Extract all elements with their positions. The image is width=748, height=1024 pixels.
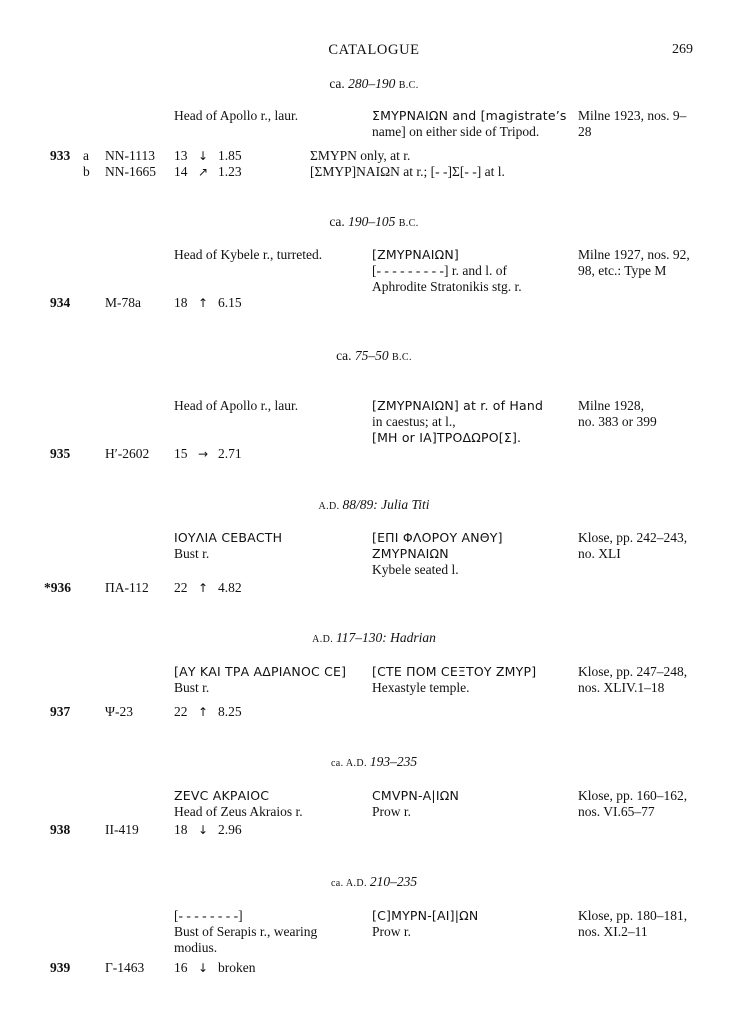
reverse-legend: [ΜΗ or ΙΑ]ΤΡΟΔΩΡΟ[Σ]. <box>372 430 522 445</box>
coin-sub-letter: b <box>83 164 90 179</box>
obverse-description: Bust r. <box>174 546 210 561</box>
reference: Milne 1927, nos. 92, <box>578 247 690 262</box>
inventory-number: Ψ-23 <box>105 704 133 719</box>
coin-number: 934 <box>50 295 71 310</box>
reverse-legend: [ΖΜΥΡΝΑΙΩΝ] <box>372 247 459 262</box>
reverse-legend: CΜVΡΝ-Α|ΙΩΝ <box>372 788 460 803</box>
period-heading: ca. A.D. 210–235 <box>330 874 418 889</box>
coin-number: 933 <box>50 148 71 163</box>
reference: Milne 1923, nos. 9– <box>578 108 687 123</box>
page-title: CATALOGUE <box>328 42 420 58</box>
coin-size: 18 <box>174 822 188 837</box>
reference: no. XLI <box>578 546 621 561</box>
obverse-legend: [- - - - - - - -] <box>174 908 243 923</box>
reverse-legend: [C]ΜΥΡΝ-[ΑΙ]|ΩΝ <box>372 908 479 923</box>
reverse-description: Prow r. <box>372 924 412 939</box>
coin-size: 16 <box>174 960 188 975</box>
reverse-description: name] on either side of Tripod. <box>372 124 540 139</box>
reference: nos. XI.2–11 <box>578 924 648 939</box>
reverse-description: Kybele seated l. <box>372 562 459 577</box>
inventory-number: NN-1665 <box>105 164 156 179</box>
coin-size: 14 <box>174 164 188 179</box>
coin-size: 18 <box>174 295 188 310</box>
page-number: 269 <box>672 42 693 57</box>
coin-weight: 2.96 <box>218 822 242 837</box>
coin-number: 939 <box>50 960 71 975</box>
die-axis-arrow-icon: ↓ <box>197 961 209 975</box>
reference: Klose, pp. 247–248, <box>578 664 688 679</box>
coin-number: 938 <box>50 822 71 837</box>
coin-weight: 8.25 <box>218 704 242 719</box>
coin-note: ΣΜΥΡΝ only, at r. <box>310 148 411 163</box>
reverse-legend: ΖΜΥΡΝΑΙΩΝ <box>372 546 449 561</box>
reference: no. 383 or 399 <box>578 414 657 429</box>
coin-number: 935 <box>50 446 71 461</box>
die-axis-arrow-icon: ↑ <box>197 581 209 595</box>
inventory-number: Η′-2602 <box>105 446 150 461</box>
obverse-description: modius. <box>174 940 218 955</box>
period-heading: A.D. 117–130: Hadrian <box>312 630 436 645</box>
reference: Klose, pp. 242–243, <box>578 530 688 545</box>
coin-weight: 6.15 <box>218 295 242 310</box>
period-heading: ca. A.D. 193–235 <box>330 754 418 769</box>
reverse-legend: ΣΜΥΡΝΑΙΩΝ and [magistrate’s <box>372 108 567 123</box>
die-axis-arrow-icon: ↓ <box>197 823 209 837</box>
obverse-description: Head of Apollo r., laur. <box>174 398 299 413</box>
coin-weight: broken <box>218 960 256 975</box>
die-axis-arrow-icon: ↓ <box>197 149 209 163</box>
coin-sub-letter: a <box>83 148 89 163</box>
reference: nos. XLIV.1–18 <box>578 680 665 695</box>
coin-number: 937 <box>50 704 71 719</box>
period-heading: A.D. 88/89: Julia Titi <box>318 497 430 512</box>
coin-weight: 1.23 <box>218 164 242 179</box>
inventory-number: Γ-1463 <box>105 960 145 975</box>
reference: 28 <box>578 124 592 139</box>
coin-size: 22 <box>174 704 188 719</box>
die-axis-arrow-icon: ↑ <box>197 705 209 719</box>
die-axis-arrow-icon: → <box>197 447 209 461</box>
inventory-number: NN-1113 <box>105 148 155 163</box>
reference: Klose, pp. 180–181, <box>578 908 688 923</box>
reverse-description: [ΖΜΥΡΝΑΙΩΝ] at r. of Hand <box>372 398 544 413</box>
reference: nos. VI.65–77 <box>578 804 655 819</box>
obverse-legend: ΙΟΥΛΙΑ CΕΒΑCΤΗ <box>174 530 283 545</box>
coin-note: [ΣΜΥΡ]ΝΑΙΩΝ at r.; [- -]Σ[- -] at l. <box>310 164 505 179</box>
reverse-description: [- - - - - - - - -] r. and l. of <box>372 263 507 278</box>
obverse-legend: [ΑΥ ΚΑΙ ΤΡΑ ΑΔΡΙΑΝΟC CΕ] <box>174 664 347 679</box>
coin-size: 22 <box>174 580 188 595</box>
obverse-legend: ΖΕVC ΑΚΡΑΙΟC <box>174 788 270 803</box>
coin-number: *936 <box>44 580 71 595</box>
period-heading: ca. 190–105 B.C. <box>329 214 419 229</box>
obverse-description: Bust r. <box>174 680 210 695</box>
period-heading: ca. 280–190 B.C. <box>329 76 419 91</box>
coin-weight: 1.85 <box>218 148 242 163</box>
inventory-number: ΙΙ-419 <box>105 822 139 837</box>
reverse-description: Hexastyle temple. <box>372 680 470 695</box>
obverse-description: Head of Apollo r., laur. <box>174 108 299 123</box>
reverse-description: in caestus; at l., <box>372 414 456 429</box>
coin-weight: 2.71 <box>218 446 242 461</box>
reference: 98, etc.: Type M <box>578 263 667 278</box>
obverse-description: Head of Zeus Akraios r. <box>174 804 303 819</box>
obverse-description: Bust of Serapis r., wearing <box>174 924 318 939</box>
reference: Milne 1928, <box>578 398 644 413</box>
coin-weight: 4.82 <box>218 580 242 595</box>
obverse-description: Head of Kybele r., turreted. <box>174 247 323 262</box>
inventory-number: M-78a <box>105 295 141 310</box>
reverse-legend: [CΤΕ ΠΟΜ CΕΞΤΟΥ ΖΜΥΡ] <box>372 664 537 679</box>
period-heading: ca. 75–50 B.C. <box>336 348 412 363</box>
reverse-description: Prow r. <box>372 804 412 819</box>
die-axis-arrow-icon: ↑ <box>197 296 209 310</box>
coin-size: 13 <box>174 148 188 163</box>
reverse-legend: [ΕΠΙ ΦΛΟΡΟΥ ΑΝΘΥ] <box>372 530 503 545</box>
reference: Klose, pp. 160–162, <box>578 788 688 803</box>
die-axis-arrow-icon: ↗ <box>197 165 209 179</box>
coin-size: 15 <box>174 446 188 461</box>
inventory-number: ΠΑ-112 <box>105 580 149 595</box>
reverse-description: Aphrodite Stratonikis stg. r. <box>372 279 522 294</box>
